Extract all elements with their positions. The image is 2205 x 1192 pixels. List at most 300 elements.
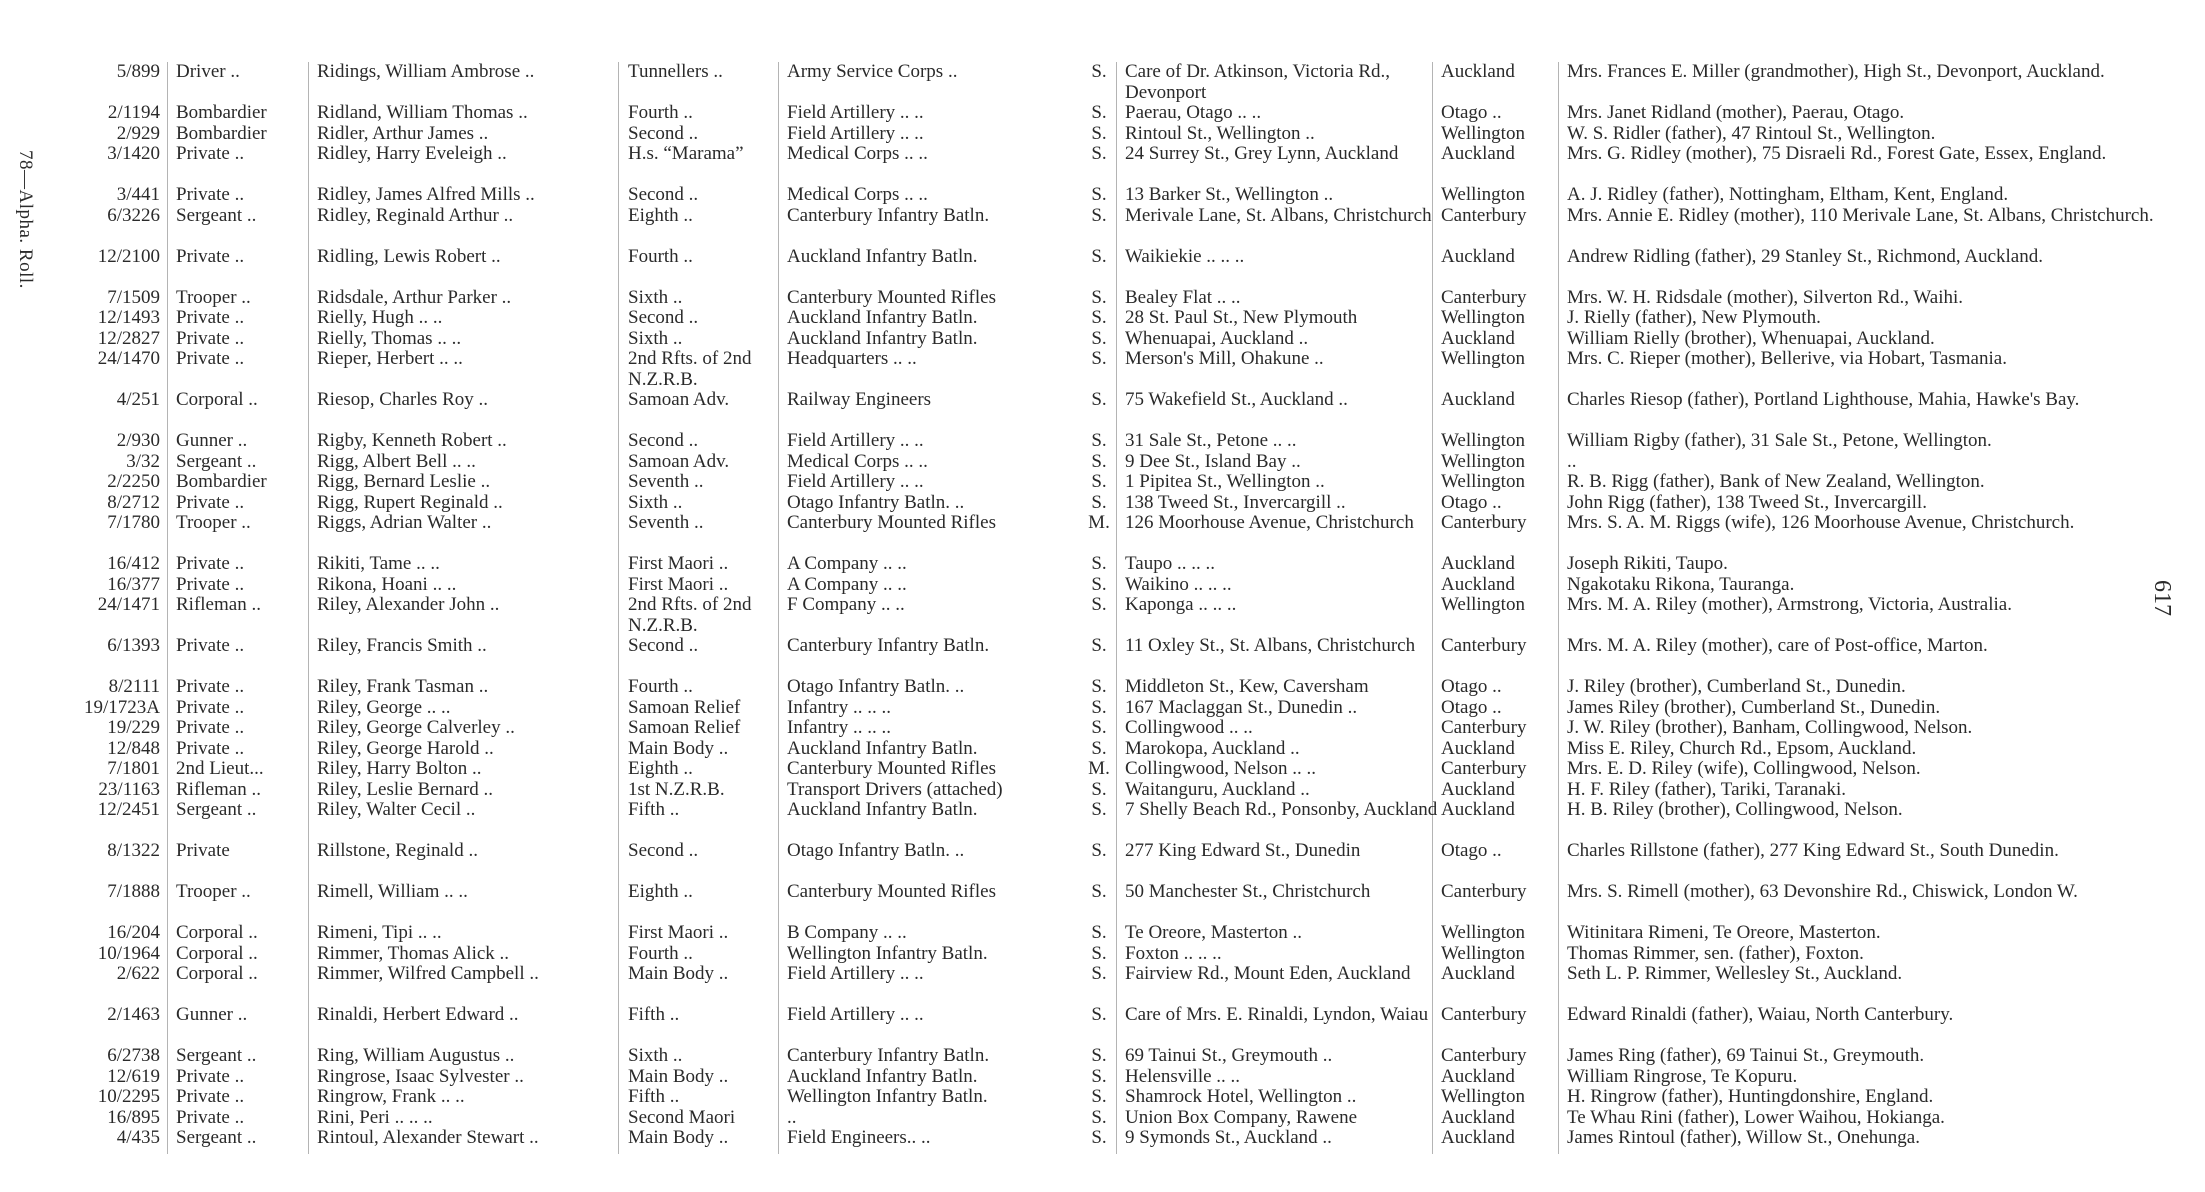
service-number: 16/204 [107,923,160,943]
next-of-kin: .. [1567,451,1577,472]
rank: Private .. [176,308,245,328]
rank: Private [176,841,230,861]
roll-row [70,103,2130,124]
draft-unit: Main Body .. [628,1066,729,1087]
address: Helensville .. .. [1125,1066,1241,1087]
marital-status: S. [1091,144,1107,164]
draft-unit: Tunnellers .. [628,62,723,82]
marital-status: S. [1091,123,1107,144]
next-of-kin: Joseph Rikiti, Taupo. [1567,554,1728,574]
corps: Army Service Corps .. [787,62,958,82]
soldier-name: Rimmer, Wilfred Campbell .. [317,964,539,984]
next-of-kin: Te Whau Rini (father), Lower Waihou, Hokianga. [1567,1107,1945,1128]
next-of-kin: Seth L. P. Rimmer, Wellesley St., Auckland. [1567,964,1903,984]
next-of-kin: W. S. Ridler (father), 47 Rintoul St., Wellington. [1567,123,1936,144]
address: Paerau, Otago .. .. [1125,103,1262,123]
next-of-kin: James Ring (father), 69 Tainui St., Greymouth. [1567,1046,1925,1066]
draft-unit: First Maori .. [628,923,729,943]
draft-unit: First Maori .. [628,554,729,574]
service-number: 7/1888 [107,882,160,902]
service-number: 3/441 [116,185,160,205]
district: Otago .. [1441,103,1502,123]
soldier-name: Ridings, William Ambrose .. [317,62,535,82]
district: Canterbury [1441,882,1527,902]
marital-status: S. [1091,472,1107,492]
marital-status: S. [1091,492,1107,513]
address: Care of Mrs. E. Rinaldi, Lyndon, Waiau [1125,1005,1429,1025]
soldier-name: Riggs, Adrian Walter .. [317,513,492,533]
draft-unit: Second .. [628,123,699,144]
marital-status: S. [1091,595,1107,615]
address: 69 Tainui St., Greymouth .. [1125,1046,1333,1066]
soldier-name: Rielly, Hugh .. .. [317,308,443,328]
address: Shamrock Hotel, Wellington .. [1125,1087,1357,1107]
district: Auckland [1441,246,1515,267]
district: Auckland [1441,574,1515,595]
district: Auckland [1441,144,1515,164]
service-number: 19/1723A [84,697,160,718]
draft-unit: Eighth .. [628,759,693,779]
marital-status: S. [1091,349,1107,369]
district: Auckland [1441,738,1515,759]
corps: Canterbury Infantry Batln. [787,636,990,656]
district: Auckland [1441,779,1515,800]
marital-status: S. [1091,185,1107,205]
rank: Private .. [176,492,245,513]
address: Collingwood .. .. [1125,718,1253,738]
corps: Otago Infantry Batln. .. [787,492,965,513]
marital-status: S. [1091,205,1107,226]
service-number: 2/2250 [107,472,160,492]
soldier-name: Riesop, Charles Roy .. [317,390,488,410]
next-of-kin: J. Riley (brother), Cumberland St., Dunedin. [1567,677,1906,697]
marital-status: S. [1091,1107,1107,1128]
soldier-name: Ridler, Arthur James .. [317,123,489,144]
rank: Private .. [176,677,245,697]
next-of-kin: William Rigby (father), 31 Sale St., Petone, Wellington. [1567,431,1992,451]
district: Canterbury [1441,513,1527,533]
marital-status: S. [1091,390,1107,410]
draft-unit: 2nd Rfts. of 2nd N.Z.R.B. [628,595,752,636]
marital-status: S. [1091,62,1107,82]
rank: Trooper .. [176,287,251,308]
rank: Gunner .. [176,1005,248,1025]
next-of-kin: Mrs. Frances E. Miller (grandmother), High St., Devonport, Auckland. [1567,62,2105,82]
rank: Corporal .. [176,390,258,410]
district: Wellington [1441,431,1525,451]
address: Collingwood, Nelson .. .. [1125,759,1317,779]
address: Rintoul St., Wellington .. [1125,123,1315,144]
draft-unit: Sixth .. [628,492,683,513]
next-of-kin: H. Ringrow (father), Huntingdonshire, England. [1567,1087,1934,1107]
address: 75 Wakefield St., Auckland .. [1125,390,1348,410]
rank: Sergeant .. [176,451,257,472]
nominal-roll-table [70,62,2154,1149]
roll-row [70,1005,2130,1046]
roll-row [70,595,2130,636]
rank: 2nd Lieut... [176,759,264,779]
soldier-name: Rigg, Albert Bell .. .. [317,451,476,472]
district: Canterbury [1441,1005,1527,1025]
marital-status: S. [1091,882,1107,902]
service-number: 2/929 [116,123,160,144]
rank: Private .. [176,246,245,267]
service-number: 2/622 [116,964,160,984]
roll-row [70,247,2130,288]
draft-unit: Samoan Adv. [628,451,730,472]
next-of-kin: Mrs. Janet Ridland (mother), Paerau, Otago. [1567,103,1905,123]
marital-status: S. [1091,246,1107,267]
draft-unit: Second Maori [628,1107,736,1128]
roll-row [70,62,2130,103]
roll-row [70,677,2130,698]
district: Wellington [1441,308,1525,328]
next-of-kin: Mrs. E. D. Riley (wife), Collingwood, Nelson. [1567,759,1921,779]
district: Auckland [1441,1128,1515,1148]
address: 31 Sale St., Petone .. .. [1125,431,1297,451]
soldier-name: Ring, William Augustus .. [317,1046,515,1066]
draft-unit: Seventh .. [628,513,704,533]
soldier-name: Riley, Leslie Bernard .. [317,779,494,800]
service-number: 2/1194 [107,103,160,123]
rank: Corporal .. [176,943,258,964]
address: 9 Symonds St., Auckland .. [1125,1128,1332,1148]
corps: Field Engineers.. .. [787,1128,931,1148]
next-of-kin: Ngakotaku Rikona, Tauranga. [1567,574,1795,595]
service-number: 12/848 [107,738,160,759]
rank: Sergeant .. [176,205,257,226]
service-number: 6/1393 [107,636,160,656]
service-number: 8/2111 [108,677,160,697]
corps: Canterbury Infantry Batln. [787,1046,990,1066]
draft-unit: Fifth .. [628,1005,680,1025]
marital-status: M. [1088,759,1110,779]
service-number: 16/412 [107,554,160,574]
marital-status: S. [1091,1128,1107,1148]
draft-unit: Second .. [628,308,699,328]
soldier-name: Rimmer, Thomas Alick .. [317,943,510,964]
soldier-name: Riley, Alexander John .. [317,595,500,615]
marital-status: S. [1091,1005,1107,1025]
district: Canterbury [1441,1046,1527,1066]
draft-unit: Main Body .. [628,738,729,759]
roll-row [70,144,2130,185]
address: 28 St. Paul St., New Plymouth [1125,308,1358,328]
soldier-name: Riley, Francis Smith .. [317,636,487,656]
roll-row [70,841,2130,882]
service-number: 12/2451 [97,800,160,820]
draft-unit: Samoan Relief [628,697,741,718]
corps: Infantry .. .. .. [787,718,891,738]
corps: Field Artillery .. .. [787,964,924,984]
service-number: 16/377 [107,574,160,595]
rank: Private .. [176,1087,245,1107]
corps: A Company .. .. [787,554,907,574]
address: Waikino .. .. .. [1125,574,1232,595]
rank: Corporal .. [176,964,258,984]
rank: Corporal .. [176,923,258,943]
soldier-name: Riley, Frank Tasman .. [317,677,489,697]
corps: Auckland Infantry Batln. [787,800,978,820]
rank: Gunner .. [176,431,248,451]
soldier-name: Ridley, Reginald Arthur .. [317,205,514,226]
service-number: 4/435 [116,1128,160,1148]
draft-unit: Sixth .. [628,1046,683,1066]
address: Waitanguru, Auckland .. [1125,779,1310,800]
roll-row [70,1046,2130,1067]
next-of-kin: Mrs. M. A. Riley (mother), Armstrong, Victoria, Australia. [1567,595,2012,615]
roll-row [70,205,2154,247]
address: Merson's Mill, Ohakune .. [1125,349,1324,369]
marital-status: S. [1091,554,1107,574]
address: Marokopa, Auckland .. [1125,738,1300,759]
marital-status: S. [1091,636,1107,656]
service-number: 7/1801 [107,759,160,779]
page-side-label: 78—Alpha. Roll. [15,150,36,289]
marital-status: S. [1091,841,1107,861]
rank: Private .. [176,1107,245,1128]
next-of-kin: James Rintoul (father), Willow St., Onehunga. [1567,1128,1920,1148]
marital-status: S. [1091,718,1107,738]
address: Waikiekie .. .. .. [1125,246,1245,267]
corps: Field Artillery .. .. [787,103,924,123]
next-of-kin: Mrs. Annie E. Ridley (mother), 110 Merivale Lane, St. Albans, Christchurch. [1567,205,2154,226]
next-of-kin: Mrs. G. Ridley (mother), 75 Disraeli Rd., Forest Gate, Essex, England. [1567,144,2107,164]
marital-status: S. [1091,451,1107,472]
district: Wellington [1441,943,1525,964]
corps: Field Artillery .. .. [787,472,924,492]
marital-status: S. [1091,308,1107,328]
rank: Rifleman .. [176,595,261,615]
soldier-name: Riley, George .. .. [317,697,451,718]
roll-row [70,944,2130,965]
corps: Railway Engineers [787,390,932,410]
service-number: 10/1964 [97,943,160,964]
rank: Private .. [176,328,245,349]
next-of-kin: John Rigg (father), 138 Tweed St., Invercargill. [1567,492,1927,513]
roll-row [70,759,2130,780]
address: 24 Surrey St., Grey Lynn, Auckland [1125,144,1399,164]
next-of-kin: James Riley (brother), Cumberland St., Dunedin. [1567,697,1941,718]
roll-row [70,329,2130,350]
district: Wellington [1441,595,1525,615]
draft-unit: Fourth .. [628,943,693,964]
rank: Private .. [176,574,245,595]
service-number: 7/1509 [107,287,160,308]
roll-row [70,308,2130,329]
next-of-kin: Mrs. C. Rieper (mother), Bellerive, via Hobart, Tasmania. [1567,349,2007,369]
roll-row [70,124,2130,145]
service-number: 6/3226 [107,205,160,226]
district: Wellington [1441,451,1525,472]
next-of-kin: Miss E. Riley, Church Rd., Epsom, Auckland. [1567,738,1917,759]
service-number: 24/1471 [97,595,160,615]
address: 50 Manchester St., Christchurch [1125,882,1371,902]
next-of-kin: R. B. Rigg (father), Bank of New Zealand, Wellington. [1567,472,1985,492]
roll-row [70,882,2130,923]
service-number: 2/1463 [107,1005,160,1025]
roll-row [70,472,2130,493]
corps: Medical Corps .. .. [787,144,928,164]
corps: Canterbury Mounted Rifles [787,759,996,779]
district: Auckland [1441,1066,1515,1087]
district: Canterbury [1441,718,1527,738]
marital-status: S. [1091,800,1107,820]
corps: Wellington Infantry Batln. [787,943,988,964]
service-number: 12/2827 [97,328,160,349]
service-number: 6/2738 [107,1046,160,1066]
roll-row [70,554,2130,575]
address: 7 Shelly Beach Rd., Ponsonby, Auckland [1125,800,1438,820]
soldier-name: Ridley, Harry Eveleigh .. [317,144,507,164]
roll-row [70,288,2130,309]
address: Bealey Flat .. .. [1125,287,1241,308]
marital-status: S. [1091,1087,1107,1107]
district: Auckland [1441,62,1515,82]
corps: A Company .. .. [787,574,907,595]
soldier-name: Rieper, Herbert .. .. [317,349,463,369]
marital-status: S. [1091,1066,1107,1087]
rank: Trooper .. [176,882,251,902]
draft-unit: Fourth .. [628,103,693,123]
corps: Auckland Infantry Batln. [787,1066,978,1087]
roll-row [70,390,2130,431]
draft-unit: Second .. [628,185,699,205]
rank: Private .. [176,554,245,574]
district: Otago .. [1441,841,1502,861]
corps: Canterbury Mounted Rifles [787,287,996,308]
marital-status: S. [1091,1046,1107,1066]
rank: Bombardier [176,472,267,492]
district: Wellington [1441,1087,1525,1107]
next-of-kin: H. F. Riley (father), Tariki, Taranaki. [1567,779,1846,800]
district: Otago .. [1441,697,1502,718]
address: Merivale Lane, St. Albans, Christchurch [1125,205,1432,226]
draft-unit: Fifth .. [628,800,680,820]
soldier-name: Ridling, Lewis Robert .. [317,246,501,267]
district: Wellington [1441,472,1525,492]
draft-unit: Samoan Relief [628,718,741,738]
corps: F Company .. .. [787,595,905,615]
roll-row [70,718,2130,739]
draft-unit: H.s. “Marama” [628,144,744,164]
roll-row [70,1108,2130,1129]
roll-row [70,452,2130,473]
corps: Canterbury Infantry Batln. [787,205,990,226]
roll-row [70,575,2130,596]
rank: Rifleman .. [176,779,261,800]
address: Kaponga .. .. .. [1125,595,1237,615]
next-of-kin: Charles Riesop (father), Portland Lighthouse, Mahia, Hawke's Bay. [1567,390,2080,410]
draft-unit: Main Body .. [628,964,729,984]
rank: Private .. [176,144,245,164]
service-number: 5/899 [116,62,160,82]
next-of-kin: Edward Rinaldi (father), Waiau, North Canterbury. [1567,1005,1954,1025]
rank: Bombardier [176,123,267,144]
roll-row [70,698,2130,719]
roll-row [70,800,2130,841]
marital-status: S. [1091,964,1107,984]
corps: Headquarters .. .. [787,349,917,369]
service-number: 24/1470 [97,349,160,369]
address: 13 Barker St., Wellington .. [1125,185,1334,205]
service-number: 12/1493 [97,308,160,328]
rank: Private .. [176,697,245,718]
service-number: 10/2295 [97,1087,160,1107]
rank: Private .. [176,185,245,205]
roll-row [70,636,2130,677]
roll-row [70,349,2130,390]
soldier-name: Rikiti, Tame .. .. [317,554,440,574]
soldier-name: Rini, Peri .. .. .. [317,1107,433,1128]
address: Fairview Rd., Mount Eden, Auckland [1125,964,1411,984]
rank: Sergeant .. [176,800,257,820]
corps: Auckland Infantry Batln. [787,308,978,328]
rank: Sergeant .. [176,1128,257,1148]
service-number: 3/1420 [107,144,160,164]
next-of-kin: J. W. Riley (brother), Banham, Collingwood, Nelson. [1567,718,1973,738]
soldier-name: Rigg, Bernard Leslie .. [317,472,491,492]
soldier-name: Rimeni, Tipi .. .. [317,923,442,943]
roll-row [70,431,2130,452]
address: Foxton .. .. .. [1125,943,1222,964]
draft-unit: Fourth .. [628,677,693,697]
rank: Private .. [176,636,245,656]
next-of-kin: Witinitara Rimeni, Te Oreore, Masterton. [1567,923,1881,943]
district: Auckland [1441,554,1515,574]
rank: Private .. [176,1066,245,1087]
roll-row [70,964,2130,1005]
soldier-name: Rikona, Hoani .. .. [317,574,457,595]
next-of-kin: Charles Rillstone (father), 277 King Edward St., South Dunedin. [1567,841,2059,861]
corps: .. [787,1107,797,1128]
roll-row [70,739,2130,760]
corps: Wellington Infantry Batln. [787,1087,988,1107]
corps: Auckland Infantry Batln. [787,738,978,759]
marital-status: S. [1091,697,1107,718]
draft-unit: Eighth .. [628,205,693,226]
district: Auckland [1441,328,1515,349]
rank: Driver .. [176,62,240,82]
soldier-name: Ringrow, Frank .. .. [317,1087,465,1107]
soldier-name: Riley, Walter Cecil .. [317,800,476,820]
draft-unit: Sixth .. [628,287,683,308]
marital-status: S. [1091,943,1107,964]
corps: Auckland Infantry Batln. [787,328,978,349]
marital-status: M. [1088,513,1110,533]
district: Auckland [1441,964,1515,984]
address: 11 Oxley St., St. Albans, Christchurch [1125,636,1416,656]
next-of-kin: Thomas Rimmer, sen. (father), Foxton. [1567,943,1864,964]
soldier-name: Riley, George Calverley .. [317,718,515,738]
next-of-kin: H. B. Riley (brother), Collingwood, Nelson. [1567,800,1903,820]
marital-status: S. [1091,923,1107,943]
rank: Private .. [176,718,245,738]
district: Wellington [1441,349,1525,369]
next-of-kin: Mrs. S. A. M. Riggs (wife), 126 Moorhouse Avenue, Christchurch. [1567,513,2075,533]
district: Canterbury [1441,205,1527,226]
soldier-name: Ringrose, Isaac Sylvester .. [317,1066,524,1087]
next-of-kin: William Rielly (brother), Whenuapai, Auckland. [1567,328,1935,349]
marital-status: S. [1091,574,1107,595]
marital-status: S. [1091,431,1107,451]
service-number: 8/1322 [107,841,160,861]
draft-unit: Second .. [628,636,699,656]
draft-unit: Sixth .. [628,328,683,349]
service-number: 19/229 [107,718,160,738]
draft-unit: Fourth .. [628,246,693,267]
address: Taupo .. .. .. [1125,554,1215,574]
